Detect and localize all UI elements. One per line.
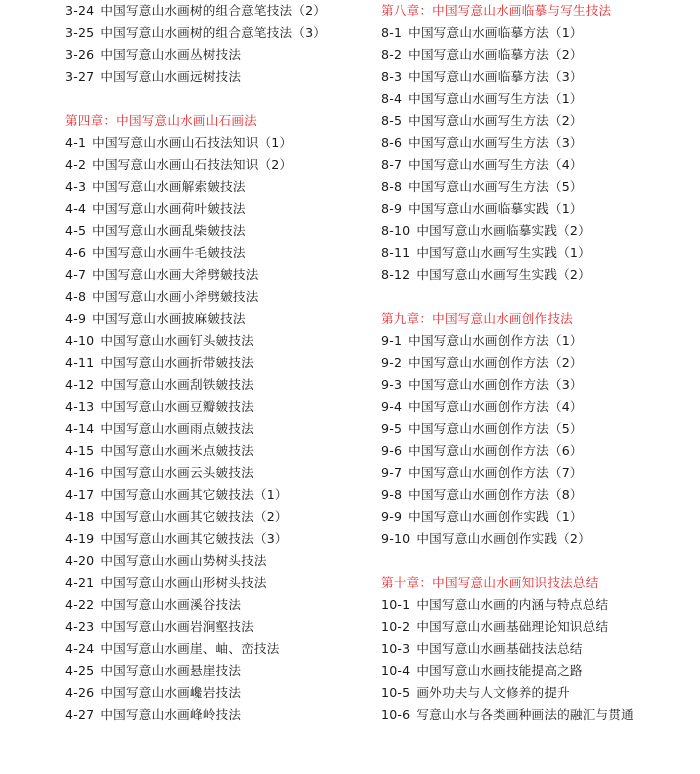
toc-item-title: 中国写意山水画悬崖技法 [100, 663, 242, 678]
toc-item [65, 22, 365, 44]
toc-item [65, 638, 365, 660]
toc-item-number: 4-25 [65, 663, 95, 678]
toc-item [65, 154, 365, 176]
toc-item-number: 4-4 [65, 201, 87, 216]
toc-item-title: 中国写意山水画巉岩技法 [100, 685, 242, 700]
toc-item-number: 4-12 [65, 377, 95, 392]
toc-item-number: 8-7 [381, 157, 403, 172]
toc-item [65, 506, 365, 528]
toc-item-number: 4-14 [65, 421, 95, 436]
chapter-heading: 第八章：中国写意山水画临摹与写生技法 [381, 3, 612, 18]
toc-item-number: 9-10 [381, 531, 411, 546]
chapter-heading: 第四章：中国写意山水画山石画法 [65, 113, 257, 128]
toc-item-number: 3-26 [65, 47, 95, 62]
toc-item [65, 44, 365, 66]
toc-item-number: 4-5 [65, 223, 87, 238]
toc-item-number: 10-2 [381, 619, 411, 634]
toc-item [65, 704, 365, 726]
toc-item-number: 4-16 [65, 465, 95, 480]
toc-item-title: 中国写意山水画创作方法（8） [408, 487, 583, 502]
toc-item [65, 374, 365, 396]
toc-item-title: 中国写意山水画荷叶皴技法 [92, 201, 246, 216]
toc-item-title: 中国写意山水画树的组合意笔技法（3） [100, 25, 327, 40]
toc-item-number: 4-24 [65, 641, 95, 656]
toc-item-number: 9-8 [381, 487, 403, 502]
toc-item-number: 4-3 [65, 179, 87, 194]
toc-item-number: 3-25 [65, 25, 95, 40]
toc-item-number: 3-27 [65, 69, 95, 84]
toc-item-title: 中国写意山水画远树技法 [100, 69, 242, 84]
toc-item [65, 66, 365, 88]
toc-item [381, 616, 696, 638]
section-spacer [381, 286, 696, 308]
toc-item-number: 10-1 [381, 597, 411, 612]
toc-item-title: 中国写意山水画写生方法（4） [408, 157, 583, 172]
toc-item-number: 8-5 [381, 113, 403, 128]
toc-item [381, 704, 696, 726]
toc-item-number: 4-27 [65, 707, 95, 722]
toc-item-title: 中国写意山水画写生实践（2） [416, 267, 591, 282]
toc-item [381, 66, 696, 88]
toc-item-title: 中国写意山水画基础理论知识总结 [416, 619, 609, 634]
toc-item-number: 4-1 [65, 135, 87, 150]
toc-item [381, 88, 696, 110]
toc-item-title: 中国写意山水画临摹方法（1） [408, 25, 583, 40]
toc-item-title: 中国写意山水画创作实践（2） [416, 531, 591, 546]
toc-item [381, 506, 696, 528]
toc-item-title: 中国写意山水画树的组合意笔技法（2） [100, 3, 327, 18]
toc-item [381, 660, 696, 682]
toc-item [65, 462, 365, 484]
toc-item-number: 4-19 [65, 531, 95, 546]
toc-item-title: 中国写意山水画乱柴皴技法 [92, 223, 246, 238]
toc-item-title: 中国写意山水画丛树技法 [100, 47, 242, 62]
toc-item-title: 中国写意山水画创作方法（5） [408, 421, 583, 436]
toc-item [381, 242, 696, 264]
toc-item-title: 中国写意山水画雨点皴技法 [100, 421, 254, 436]
toc-item [381, 528, 696, 550]
chapter-heading: 第十章：中国写意山水画知识技法总结 [381, 575, 599, 590]
toc-item-title: 中国写意山水画溪谷技法 [100, 597, 242, 612]
toc-item-number: 4-8 [65, 289, 87, 304]
toc-item [381, 638, 696, 660]
toc-item-title: 中国写意山水画创作方法（7） [408, 465, 583, 480]
toc-item [381, 418, 696, 440]
toc-item-number: 4-26 [65, 685, 95, 700]
toc-item-title: 中国写意山水画解索皴技法 [92, 179, 246, 194]
toc-item-title: 中国写意山水画创作实践（1） [408, 509, 583, 524]
toc-item-number: 8-11 [381, 245, 411, 260]
toc-item-title: 中国写意山水画小斧劈皴技法 [92, 289, 259, 304]
chapter-heading: 第九章：中国写意山水画创作技法 [381, 311, 573, 326]
toc-item-number: 8-10 [381, 223, 411, 238]
toc-item-title: 画外功夫与人文修养的提升 [416, 685, 570, 700]
toc-item [381, 44, 696, 66]
toc-item-number: 4-2 [65, 157, 87, 172]
toc-item [65, 396, 365, 418]
toc-item [381, 484, 696, 506]
toc-item-title: 中国写意山水画创作方法（1） [408, 333, 583, 348]
toc-item-title: 中国写意山水画写生方法（2） [408, 113, 583, 128]
toc-item-title: 中国写意山水画山形树头技法 [100, 575, 267, 590]
toc-item-title: 中国写意山水画豆瓣皴技法 [100, 399, 254, 414]
toc-item [381, 330, 696, 352]
toc-item [381, 176, 696, 198]
toc-item [65, 176, 365, 198]
toc-item-title: 中国写意山水画其它皴技法（1） [100, 487, 288, 502]
toc-item-number: 9-9 [381, 509, 403, 524]
toc-item-title: 中国写意山水画崖、岫、峦技法 [100, 641, 280, 656]
toc-item [65, 352, 365, 374]
toc-item-title: 中国写意山水画牛毛皴技法 [92, 245, 246, 260]
section-spacer [381, 550, 696, 572]
toc-right-column [381, 0, 696, 726]
section-spacer [65, 88, 365, 110]
toc-item-number: 9-5 [381, 421, 403, 436]
toc-item [381, 198, 696, 220]
toc-item-title: 写意山水与各类画种画法的融汇与贯通 [416, 707, 634, 722]
toc-item-number: 4-6 [65, 245, 87, 260]
toc-item-title: 中国写意山水画写生方法（3） [408, 135, 583, 150]
toc-item-title: 中国写意山水画创作方法（3） [408, 377, 583, 392]
toc-item-title: 中国写意山水画山石技法知识（2） [92, 157, 293, 172]
toc-item-title: 中国写意山水画云头皴技法 [100, 465, 254, 480]
toc-item-title: 中国写意山水画临摹方法（2） [408, 47, 583, 62]
toc-item-number: 4-13 [65, 399, 95, 414]
toc-item-number: 10-6 [381, 707, 411, 722]
toc-item [65, 616, 365, 638]
toc-item-number: 4-21 [65, 575, 95, 590]
toc-item-title: 中国写意山水画山石技法知识（1） [92, 135, 293, 150]
toc-item-title: 中国写意山水画写生方法（1） [408, 91, 583, 106]
toc-item [381, 132, 696, 154]
toc-item [65, 572, 365, 594]
toc-item-title: 中国写意山水画峰岭技法 [100, 707, 242, 722]
toc-item [381, 352, 696, 374]
toc-item [65, 660, 365, 682]
toc-item-title: 中国写意山水画披麻皴技法 [92, 311, 246, 326]
toc-item [65, 682, 365, 704]
toc-item-title: 中国写意山水画折带皴技法 [100, 355, 254, 370]
toc-item-number: 8-8 [381, 179, 403, 194]
toc-item-title: 中国写意山水画临摹方法（3） [408, 69, 583, 84]
toc-item [381, 264, 696, 286]
toc-item-number: 8-6 [381, 135, 403, 150]
toc-item [65, 0, 365, 22]
toc-item-number: 10-5 [381, 685, 411, 700]
toc-item-number: 4-22 [65, 597, 95, 612]
toc-item-number: 8-1 [381, 25, 403, 40]
toc-item-title: 中国写意山水画大斧劈皴技法 [92, 267, 259, 282]
toc-item-title: 中国写意山水画其它皴技法（3） [100, 531, 288, 546]
toc-item [381, 462, 696, 484]
toc-item [381, 154, 696, 176]
toc-item-number: 8-2 [381, 47, 403, 62]
toc-item [65, 198, 365, 220]
toc-item-title: 中国写意山水画创作方法（4） [408, 399, 583, 414]
toc-item [381, 110, 696, 132]
toc-item-title: 中国写意山水画的内涵与特点总结 [416, 597, 609, 612]
toc-item-number: 8-12 [381, 267, 411, 282]
toc-item [381, 220, 696, 242]
toc-item-title: 中国写意山水画钉头皴技法 [100, 333, 254, 348]
toc-item-number: 4-15 [65, 443, 95, 458]
toc-item [65, 132, 365, 154]
toc-item-title: 中国写意山水画岩涧壑技法 [100, 619, 254, 634]
toc-item-title: 中国写意山水画创作方法（2） [408, 355, 583, 370]
toc-item-number: 4-7 [65, 267, 87, 282]
toc-item [65, 286, 365, 308]
toc-item [381, 374, 696, 396]
toc-item-number: 4-18 [65, 509, 95, 524]
toc-item-number: 8-3 [381, 69, 403, 84]
toc-item-number: 8-4 [381, 91, 403, 106]
toc-item-number: 4-23 [65, 619, 95, 634]
toc-item [65, 440, 365, 462]
toc-item-number: 4-20 [65, 553, 95, 568]
toc-item [65, 484, 365, 506]
toc-item [381, 22, 696, 44]
toc-item-number: 4-11 [65, 355, 95, 370]
toc-item-number: 9-1 [381, 333, 403, 348]
toc-item-number: 10-3 [381, 641, 411, 656]
toc-item-title: 中国写意山水画山势树头技法 [100, 553, 267, 568]
toc-item-number: 9-6 [381, 443, 403, 458]
toc-item-title: 中国写意山水画临摹实践（1） [408, 201, 583, 216]
toc-item [65, 242, 365, 264]
toc-item-title: 中国写意山水画技能提高之路 [416, 663, 583, 678]
toc-item-number: 8-9 [381, 201, 403, 216]
toc-item [381, 594, 696, 616]
toc-item [65, 308, 365, 330]
toc-item-number: 9-2 [381, 355, 403, 370]
toc-item-title: 中国写意山水画其它皴技法（2） [100, 509, 288, 524]
toc-item [381, 396, 696, 418]
toc-item-title: 中国写意山水画基础技法总结 [416, 641, 583, 656]
toc-item [65, 264, 365, 286]
toc-item [65, 330, 365, 352]
toc-left-column [65, 0, 365, 726]
toc-item [65, 550, 365, 572]
toc-item-number: 4-17 [65, 487, 95, 502]
toc-item [65, 220, 365, 242]
toc-item-title: 中国写意山水画刮铁皴技法 [100, 377, 254, 392]
toc-item-number: 9-4 [381, 399, 403, 414]
toc-item-title: 中国写意山水画创作方法（6） [408, 443, 583, 458]
toc-item-number: 3-24 [65, 3, 95, 18]
toc-item [65, 418, 365, 440]
toc-item [381, 440, 696, 462]
toc-item-number: 4-9 [65, 311, 87, 326]
toc-item [65, 594, 365, 616]
toc-item-title: 中国写意山水画写生方法（5） [408, 179, 583, 194]
toc-item-number: 9-3 [381, 377, 403, 392]
toc-item-title: 中国写意山水画米点皴技法 [100, 443, 254, 458]
toc-item-title: 中国写意山水画写生实践（1） [416, 245, 591, 260]
toc-item-number: 9-7 [381, 465, 403, 480]
toc-item-title: 中国写意山水画临摹实践（2） [416, 223, 591, 238]
toc-item [381, 682, 696, 704]
toc-item [65, 528, 365, 550]
toc-item-number: 4-10 [65, 333, 95, 348]
toc-item-number: 10-4 [381, 663, 411, 678]
